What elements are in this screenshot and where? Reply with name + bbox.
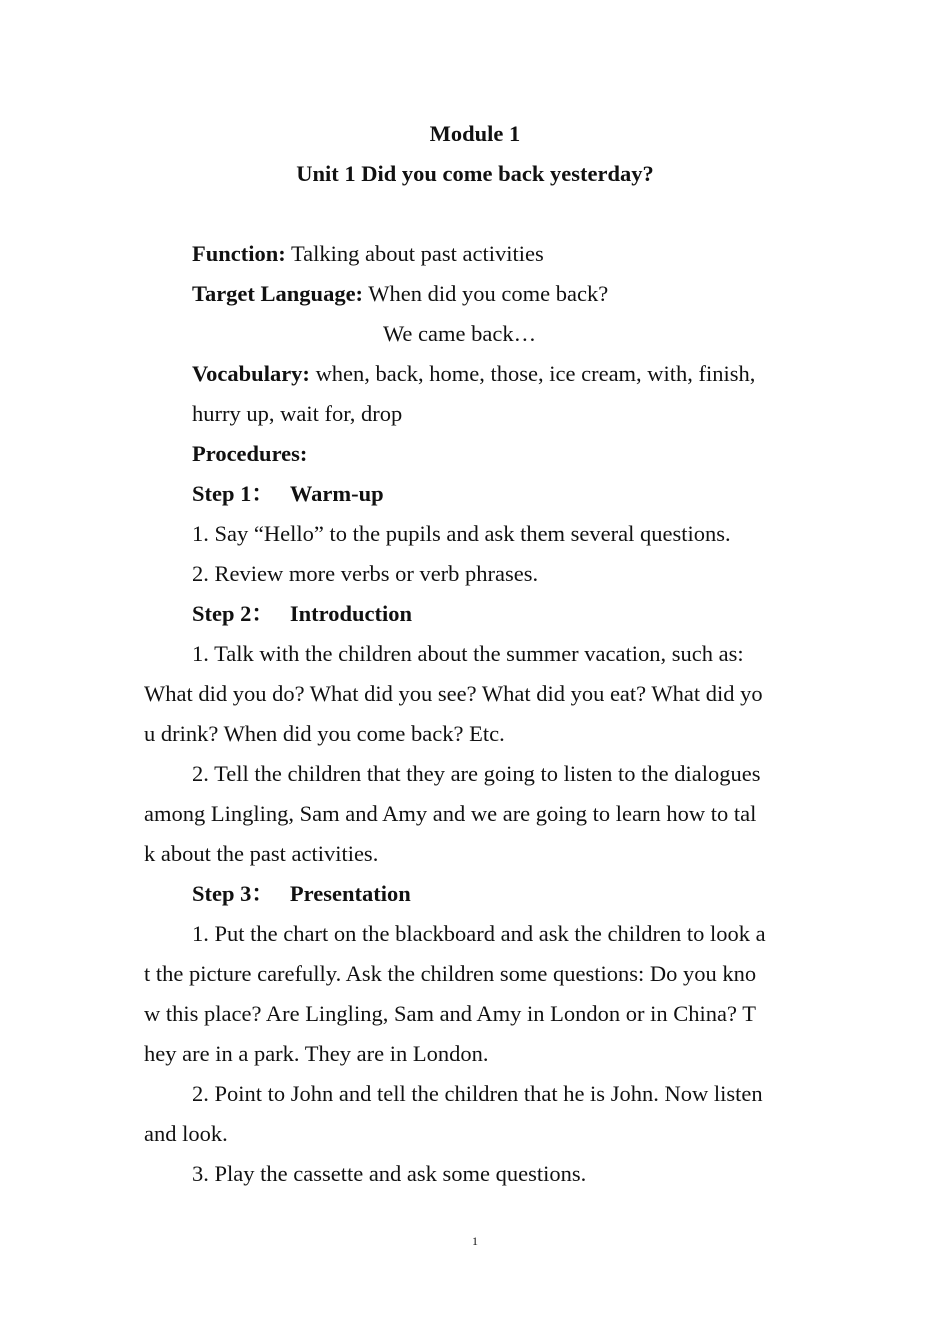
step2-p2-line3: k about the past activities. (144, 841, 379, 866)
step2-p1-line2: What did you do? What did you see? What did you eat? What did yo (144, 681, 763, 706)
step2-title: Introduction (289, 601, 413, 626)
step2-p2-line2: among Lingling, Sam and Amy and we are going to learn how to tal (144, 801, 757, 826)
function-text: Talking about past activities (290, 241, 544, 266)
procedures-label: Procedures: (192, 441, 308, 466)
function-label: Function: (192, 241, 286, 266)
step3-p3-line1: 3. Play the cassette and ask some questions. (192, 1161, 587, 1186)
vocabulary-label: Vocabulary: (192, 361, 310, 386)
step3-p1-line3: w this place? Are Lingling, Sam and Amy in London or in China? T (144, 1001, 756, 1026)
step1-label: Step 1： (192, 481, 274, 506)
target-language-text-2: We came back… (383, 321, 537, 346)
step2-p1-line1: 1. Talk with the children about the summer vacation, such as: (192, 641, 744, 666)
target-language-text-1: When did you come back? (368, 281, 609, 306)
step1-heading (192, 480, 384, 508)
step3-label: Step 3： (192, 881, 274, 906)
module-title: Module 1 (429, 121, 521, 146)
step3-p2-line2: and look. (144, 1121, 228, 1146)
target-language-label: Target Language: (192, 281, 364, 306)
step1-title: Warm-up (289, 481, 384, 506)
step2-p2-line1: 2. Tell the children that they are going to listen to the dialogues (192, 761, 761, 786)
step3-p1-line1: 1. Put the chart on the blackboard and ask the children to look a (192, 921, 766, 946)
procedures-heading (192, 440, 307, 468)
step3-p2-line1: 2. Point to John and tell the children that he is John. Now listen (192, 1081, 763, 1106)
step3-p1-line2: t the picture carefully. Ask the children some questions: Do you kno (144, 961, 757, 986)
target-language-line (192, 280, 608, 308)
vocabulary-text-1: when, back, home, those, ice cream, with, finish, (315, 361, 756, 386)
step2-label: Step 2： (192, 601, 274, 626)
step1-item1: 1. Say “Hello” to the pupils and ask them several questions. (192, 521, 731, 546)
step2-heading (192, 600, 412, 628)
vocabulary-line (192, 360, 755, 388)
step3-heading (192, 880, 411, 908)
step3-p1-line4: hey are in a park. They are in London. (144, 1041, 489, 1066)
step3-title: Presentation (289, 881, 411, 906)
page-number: 1 (472, 1234, 478, 1248)
function-line (192, 240, 544, 268)
step1-item2: 2. Review more verbs or verb phrases. (192, 561, 539, 586)
vocabulary-text-2: hurry up, wait for, drop (192, 401, 403, 426)
step2-p1-line3: u drink? When did you come back? Etc. (144, 721, 505, 746)
unit-title: Unit 1 Did you come back yesterday? (296, 161, 654, 186)
